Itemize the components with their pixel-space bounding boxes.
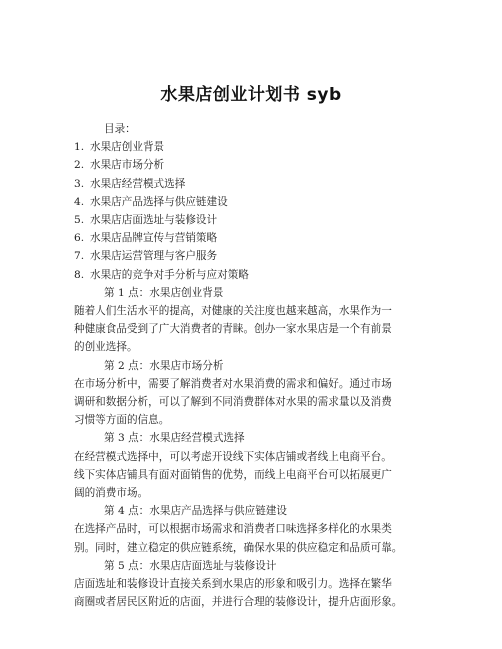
toc-text: 水果店店面选址与装修设计: [90, 214, 218, 227]
toc-number: 3.: [74, 177, 85, 190]
toc-number: 7.: [74, 250, 85, 263]
paragraph-line: 别。同时，建立稳定的供应链系统，确保水果的供应稳定和品质可靠。: [74, 541, 403, 554]
document-body: [74, 120, 454, 611]
paragraph-line: 阔的消费市场。: [74, 487, 149, 500]
section-heading: 第 3 点：水果店经营模式选择: [104, 432, 245, 445]
section-heading: 第 1 点：水果店创业背景: [104, 286, 224, 299]
toc-text: 水果店的竞争对手分析与应对策略: [90, 268, 249, 281]
section-heading: 第 4 点：水果店产品选择与供应链建设: [104, 505, 287, 518]
toc-item: [74, 138, 454, 156]
paragraph-line: 习惯等方面的信息。: [74, 414, 170, 427]
section-paragraph: [74, 448, 454, 503]
toc-item: [74, 193, 454, 211]
toc-number: 5.: [74, 214, 85, 227]
paragraph-line: 线下实体店铺具有面对面销售的优势，而线上电商平台可以拓展更广: [74, 468, 392, 481]
toc-number: 6.: [74, 232, 85, 245]
toc-text: 水果店经营模式选择: [90, 177, 186, 190]
document-title: 水果店创业计划书 syb: [160, 85, 342, 105]
paragraph-line: 在选择产品时，可以根据市场需求和消费者口味选择多样化的水果类: [74, 523, 392, 536]
toc-item: [74, 247, 454, 265]
paragraph-line: 在市场分析中，需要了解消费者对水果消费的需求和偏好。通过市场: [74, 377, 392, 390]
paragraph-line: 店面选址和装修设计直接关系到水果店的形象和吸引力。选择在繁华: [74, 578, 392, 591]
section-paragraph: [74, 375, 454, 430]
paragraph-line: 商圈或者居民区附近的店面，并进行合理的装修设计，提升店面形象。: [74, 596, 403, 609]
paragraph-line: 随着人们生活水平的提高，对健康的关注度也越来越高，水果作为一: [74, 305, 392, 318]
toc-heading: 目录：: [104, 123, 136, 135]
toc-item: [74, 211, 454, 229]
toc-item: [74, 175, 454, 193]
toc-item: [74, 156, 454, 174]
toc-text: 水果店市场分析: [90, 159, 165, 172]
paragraph-line: 调研和数据分析，可以了解到不同消费群体对水果的需求量以及消费: [74, 396, 392, 409]
toc-text: 水果店创业背景: [90, 141, 165, 154]
toc-number: 1.: [74, 141, 85, 154]
toc-text: 水果店产品选择与供应链建设: [90, 195, 228, 208]
section-heading: 第 2 点：水果店市场分析: [104, 359, 224, 372]
toc-number: 4.: [74, 195, 85, 208]
toc-text: 水果店品牌宣传与营销策略: [90, 232, 218, 245]
toc-number: 8.: [74, 268, 85, 281]
section-paragraph: [74, 520, 454, 556]
section-paragraph: [74, 302, 454, 357]
toc-item: [74, 229, 454, 247]
toc-number: 2.: [74, 159, 85, 172]
section-paragraph: [74, 575, 454, 611]
section-heading: 第 5 点：水果店店面选址与装修设计: [104, 559, 277, 572]
toc-text: 水果店运营管理与客户服务: [90, 250, 218, 263]
table-of-contents: [74, 138, 454, 284]
paragraph-line: 在经营模式选择中，可以考虑开设线下实体店铺或者线上电商平台。: [74, 450, 392, 463]
paragraph-line: 的创业选择。: [74, 341, 138, 354]
toc-item: [74, 266, 454, 284]
paragraph-line: 种健康食品受到了广大消费者的青睐。创办一家水果店是一个有前景: [74, 323, 392, 336]
